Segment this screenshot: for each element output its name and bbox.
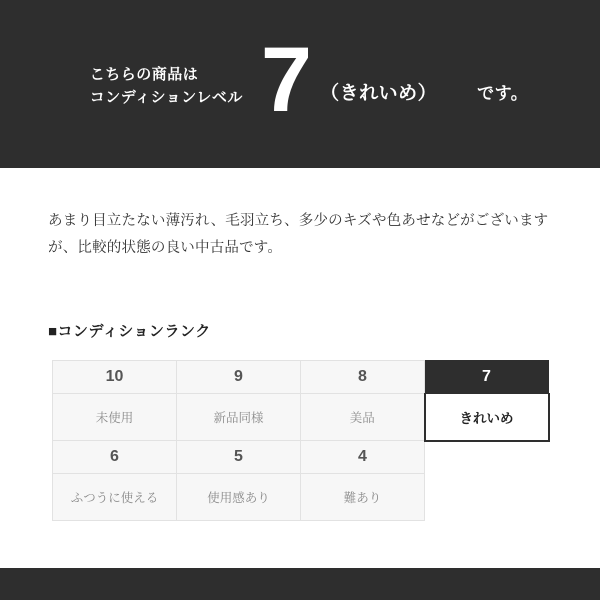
rank-number: 7 <box>482 368 491 385</box>
rank-cell-label-10 <box>53 394 177 441</box>
rank-cell-number-7-selected <box>425 361 549 394</box>
condition-rank-table <box>52 360 550 521</box>
table-row <box>53 441 549 474</box>
header-inner <box>0 29 600 131</box>
rank-cell-number-5 <box>177 441 301 474</box>
rank-cell-label-9 <box>177 394 301 441</box>
rank-label: 難あり <box>343 491 382 505</box>
body-card <box>0 168 600 568</box>
rank-label: きれいめ <box>459 410 514 426</box>
table-row <box>53 394 549 441</box>
rank-cell-label-4 <box>301 474 425 521</box>
rank-cell-number-9 <box>177 361 301 394</box>
rank-label: ふつうに使える <box>70 491 159 505</box>
rank-label: 使用感あり <box>207 491 270 505</box>
table-row <box>53 474 549 521</box>
header-suffix-text: です。 <box>477 83 529 103</box>
rank-cell-label-7-selected <box>425 394 549 441</box>
section-title-condition-rank: ■コンディションランク <box>48 323 211 340</box>
header-lead-line1: こちらの商品は <box>89 65 199 83</box>
rank-cell-empty <box>425 441 549 474</box>
rank-cell-number-4 <box>301 441 425 474</box>
rank-cell-number-10 <box>53 361 177 394</box>
rank-cell-number-6 <box>53 441 177 474</box>
rank-cell-label-6 <box>53 474 177 521</box>
rank-label: 新品同様 <box>213 411 264 425</box>
header-band <box>0 0 600 168</box>
rank-label: 美品 <box>349 411 375 425</box>
rank-cell-empty <box>425 474 549 521</box>
rank-cell-label-5 <box>177 474 301 521</box>
rank-cell-label-8 <box>301 394 425 441</box>
header-level-name: （きれいめ） <box>320 82 438 104</box>
header-lead-text <box>90 63 243 110</box>
rank-label: 未使用 <box>95 411 134 425</box>
header-level-number: 7 <box>260 29 311 131</box>
rank-number: 10 <box>105 368 124 385</box>
condition-description: あまり目立たない薄汚れ、毛羽立ち、多少のキズや色あせなどがございますが、比較的状態の良い中古品です。 <box>48 213 549 256</box>
rank-number: 6 <box>110 448 119 465</box>
header-lead-line2: コンディションレベル <box>89 89 243 106</box>
footer-band <box>0 568 600 600</box>
rank-number: 8 <box>358 368 367 385</box>
table-row <box>53 361 549 394</box>
rank-number: 5 <box>234 448 243 465</box>
rank-number: 9 <box>234 368 243 385</box>
rank-cell-number-8 <box>301 361 425 394</box>
rank-number: 4 <box>358 448 367 465</box>
